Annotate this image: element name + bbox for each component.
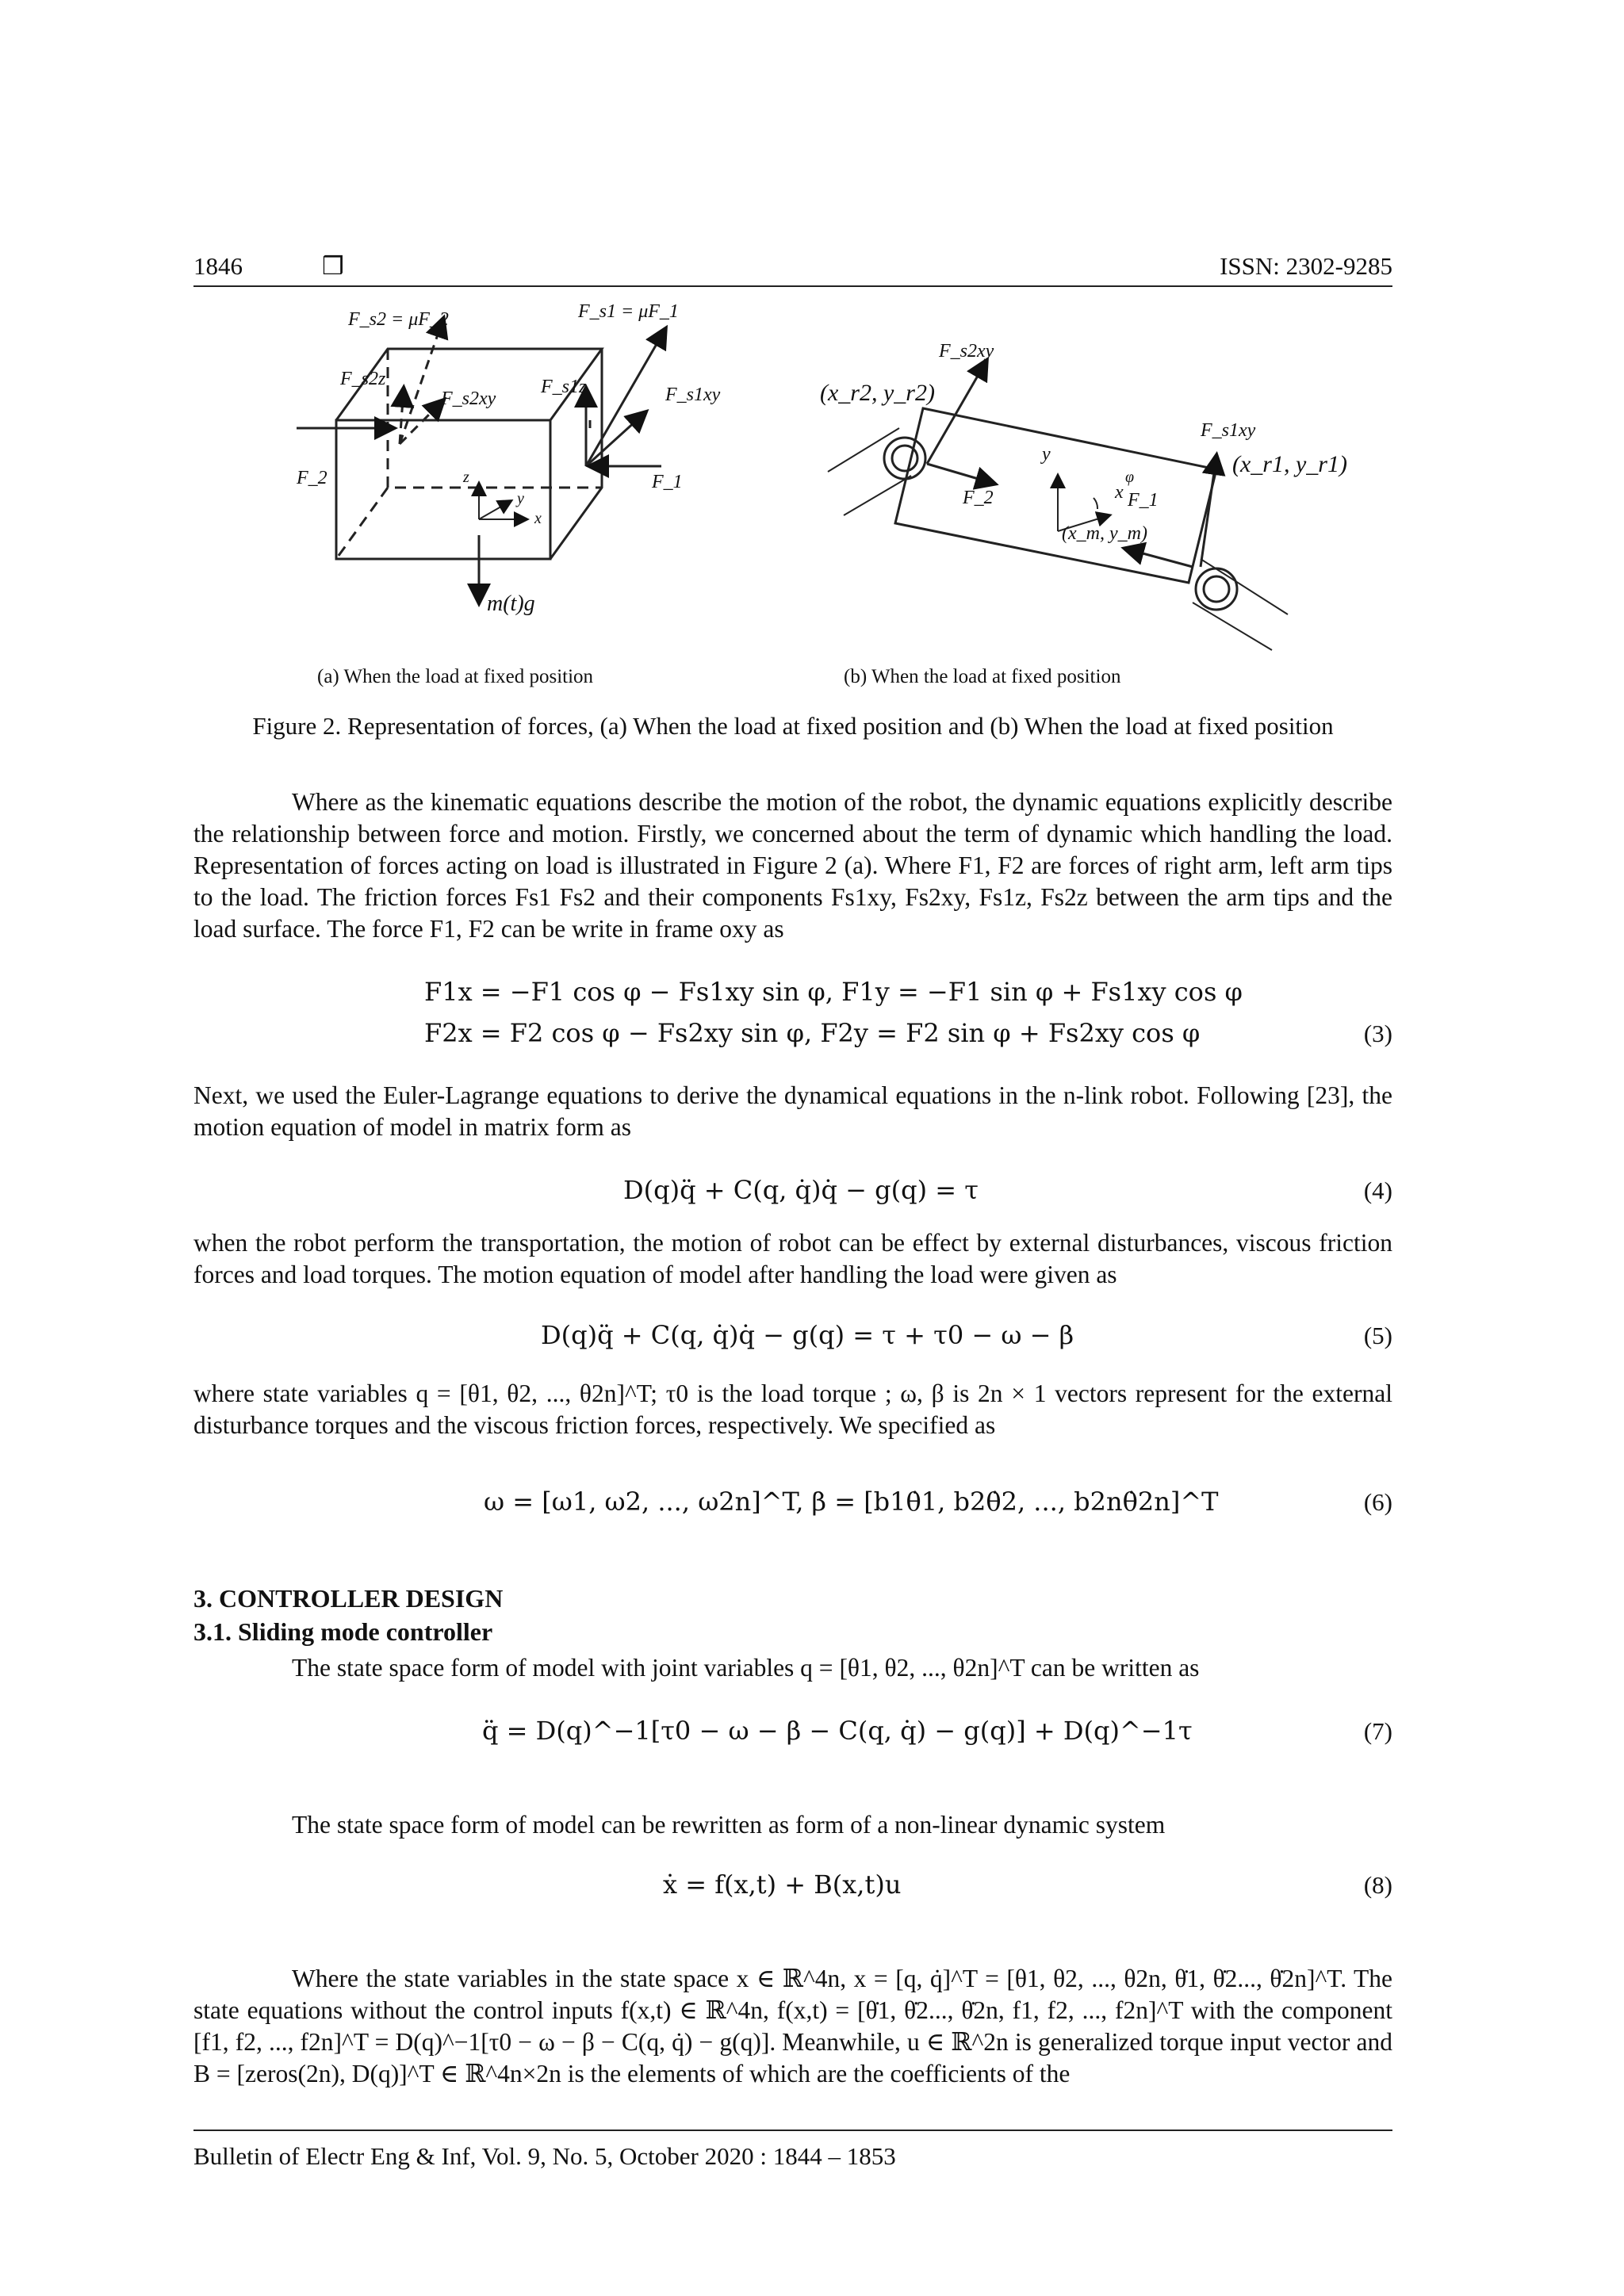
label-b-y: y (1042, 444, 1051, 465)
label-f1: F_1 (652, 472, 683, 492)
label-b-fs1xy: F_s1xy (1201, 420, 1256, 441)
label-f2: F_2 (297, 468, 327, 488)
label-b-phi: φ (1125, 469, 1135, 486)
equation-3-line-2: F2x = F2 cos φ − Fs2xy sin φ, F2y = F2 sin φ + Fs2xy cos φ (424, 1018, 1201, 1048)
equation-number-6: (6) (1363, 1488, 1392, 1516)
equation-number-3: (3) (1363, 1020, 1392, 1047)
equation-number-4: (4) (1363, 1177, 1392, 1204)
caption-a: (a) When the load at fixed position (317, 666, 594, 687)
section-3-heading: 3. CONTROLLER DESIGN (193, 1584, 504, 1613)
box-icon: ❒ (322, 252, 344, 280)
label-b-f2: F_2 (963, 488, 994, 508)
paragraph-5: The state space form of model with joint variables q = [θ1, θ2, ..., θ2n]^T can be written as (292, 1654, 1200, 1682)
label-b-f1: F_1 (1128, 490, 1159, 511)
paragraph-1: Where as the kinematic equations describe the motion of the robot, the dynamic equations explicitly describe the relationship between force and motion. Firstly, we concerned about the term of dynamic which handling the load. Representation of forces acting on load is illustrated in Figure 2 (a). Where F1, F2 are forces of right arm, left arm tips to the load. The friction forces Fs1 Fs2 and their components Fs1xy, Fs2xy, Fs1z, Fs2z between the arm tips and the load surface. The force F1, F2 can be write in frame oxy as (193, 788, 1392, 943)
equation-number-7: (7) (1363, 1717, 1392, 1745)
equation-4: D(q)q̈ + C(q, q̇)q̇ − g(q) = τ (623, 1175, 979, 1205)
label-b-x: x (1115, 482, 1124, 503)
label-x: x (534, 510, 542, 527)
footer-citation: Bulletin of Electr Eng & Inf, Vol. 9, No. 5, October 2020 : 1844 – 1853 (193, 2142, 896, 2170)
label-b-xr1: (x_r1, y_r1) (1232, 451, 1347, 477)
force-figure (193, 293, 1392, 682)
label-weight: m(t)g (487, 591, 535, 616)
section-3-1-heading: 3.1. Sliding mode controller (193, 1617, 493, 1646)
paragraph-7: Where the state variables in the state space x ∈ ℝ^4n, x = [q, q̇]^T = [θ1, θ2, ..., θ2n, θ̇1, θ̇2..., θ̇2n]^T. The state equations without the control inputs f(x,t) ∈ ℝ^4n, f(x,t) = [θ̇1, θ̇2..., θ̇2n, f1, f2, ..., f2n]^T with the component [f1, f2, ..., f2n]^T = D(q)^−1[τ0 − ω − β − C(q, q̇) − g(q)]. Meanwhile, u ∈ ℝ^2n is generalized torque input vector and B = [zeros(2n), D(q)]^T ∈ ℝ^4n×2n is the elements of which are the coefficients of the (193, 1965, 1392, 2087)
label-fs2xy: F_s2xy (441, 388, 496, 409)
equation-3-line-1: F1x = −F1 cos φ − Fs1xy sin φ, F1y = −F1 sin φ + Fs1xy cos φ (424, 977, 1243, 1007)
equation-number-8: (8) (1363, 1871, 1392, 1899)
label-y: y (517, 490, 524, 507)
caption-b: (b) When the load at fixed position (844, 666, 1121, 687)
label-b-fs2xy: F_s2xy (939, 341, 994, 362)
equation-6: ω = [ω1, ω2, ..., ω2n]^T, β = [b1θ̇1, b2θ̇2, ..., b2nθ̇2n]^T (484, 1487, 1219, 1517)
equation-5: D(q)q̈ + C(q, q̇)q̇ − g(q) = τ + τ0 − ω − β (541, 1320, 1074, 1350)
label-fs1: F_s1 = μF_1 (578, 301, 679, 322)
label-b-xm: (x_m, y_m) (1062, 523, 1147, 544)
paragraph-6: The state space form of model can be rewritten as form of a non-linear dynamic system (292, 1811, 1166, 1839)
paragraph-3: when the robot perform the transportation, the motion of robot can be effect by external disturbances, viscous friction forces and load torques. The motion equation of model after handling the load were given as (193, 1229, 1392, 1288)
equation-7: q̈ = D(q)^−1[τ0 − ω − β − C(q, q̇) − g(q)] + D(q)^−1τ (482, 1716, 1193, 1746)
label-fs2: F_s2 = μF_2 (348, 309, 449, 330)
header-rule (193, 285, 1392, 287)
label-z: z (463, 469, 469, 486)
panel-a-diagram (297, 319, 665, 603)
figure-caption: Figure 2. Representation of forces, (a) When the load at fixed position and (b) When the load at fixed position (252, 712, 1334, 740)
equation-8: ẋ = f(x,t) + B(x,t)u (663, 1869, 902, 1900)
label-fs1z: F_s1z (541, 377, 587, 397)
label-fs1xy: F_s1xy (665, 385, 721, 405)
label-b-xr2: (x_r2, y_r2) (820, 380, 935, 406)
footer-rule (193, 2130, 1392, 2131)
paragraph-4: where state variables q = [θ1, θ2, ..., θ2n]^T; τ0 is the load torque ; ω, β is 2n × 1 vectors represent for the external disturbance torques and the viscous friction forces, respectively. We specified as (193, 1380, 1392, 1439)
equation-number-5: (5) (1363, 1322, 1392, 1349)
paragraph-2: Next, we used the Euler-Lagrange equations to derive the dynamical equations in the n-link robot. Following [23], the motion equation of model in matrix form as (193, 1081, 1392, 1141)
issn: ISSN: 2302-9285 (1220, 252, 1392, 280)
page-number: 1846 (193, 252, 243, 280)
label-fs2z: F_s2z (340, 369, 386, 389)
